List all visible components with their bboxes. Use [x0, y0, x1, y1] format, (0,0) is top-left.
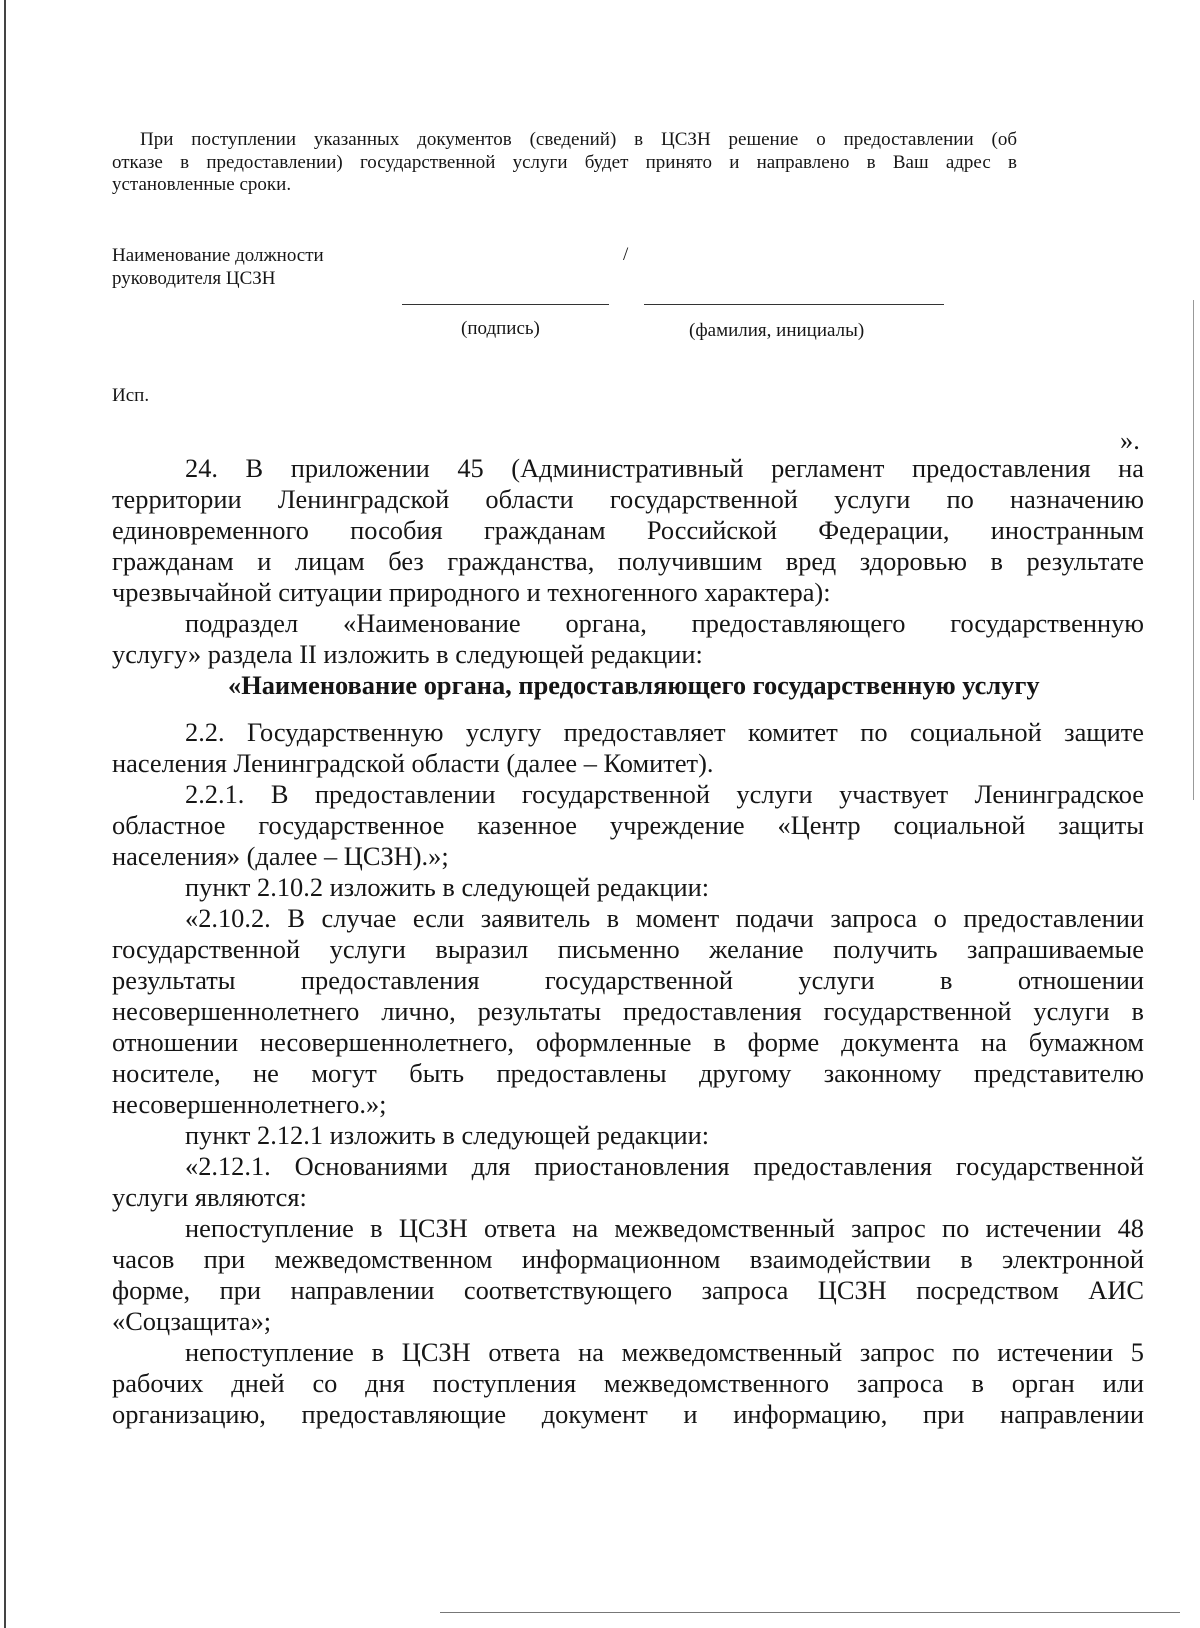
text-line: населения» (далее – ЦСЗН).»; — [112, 841, 449, 871]
signature-slash: / — [623, 244, 629, 265]
text-line: услуги являются: — [112, 1182, 307, 1212]
paragraph-2-12-1 — [112, 1151, 1144, 1213]
text-line: гражданам и лицам без гражданства, получившим вред здоровью в результате — [112, 546, 1144, 576]
text-line: отношении несовершеннолетнего, оформленные в форме документа на бумажном — [112, 1027, 1144, 1057]
intro-line: При поступлении указанных документов (сведений) в ЦСЗН решение о предоставлении (об — [140, 129, 1017, 150]
signature-caption: (подпись) — [461, 318, 540, 339]
executor-label: Исп. — [112, 385, 150, 406]
scan-bottom-line — [440, 1612, 1180, 1613]
intro-line: установленные сроки. — [112, 174, 292, 195]
text-line: 24. В приложении 45 (Административный регламент предоставления на — [185, 453, 1144, 483]
text-line: услугу» раздела II изложить в следующей редакции: — [112, 639, 703, 669]
text-line: «2.12.1. Основаниями для приостановления предоставления государственной — [185, 1151, 1144, 1181]
text-line: 2.2.1. В предоставлении государственной услуги участвует Ленинградское — [185, 779, 1144, 809]
text-line: областное государственное казенное учреждение «Центр социальной защиты — [112, 810, 1144, 840]
text-line: единовременного пособия гражданам Российской Федерации, иностранным — [112, 515, 1144, 545]
closing-quote: ». — [1120, 425, 1140, 455]
position-line: Наименование должности — [112, 245, 324, 266]
text-line: часов при межведомственном информационном взаимодействии в электронной — [112, 1244, 1144, 1274]
text-line: несовершеннолетнего лично, результаты предоставления государственной услуги в — [112, 996, 1144, 1026]
text-line: рабочих дней со дня поступления межведомственного запроса в орган или — [112, 1368, 1144, 1398]
text-line: непоступление в ЦСЗН ответа на межведомственный запрос по истечении 48 — [185, 1213, 1144, 1243]
text-line: подраздел «Наименование органа, предоставляющего государственную — [185, 608, 1144, 638]
paragraph-2-12-1-intro: пункт 2.12.1 изложить в следующей редакции: — [185, 1120, 710, 1150]
amendment-body — [112, 453, 1144, 1430]
list-item — [112, 1337, 1144, 1430]
text-line: результаты предоставления государственной услуги в отношении — [112, 965, 1144, 995]
text-line: «Соцзащита»; — [112, 1306, 272, 1336]
text-line: носителе, не могут быть предоставлены другому законному представителю — [112, 1058, 1144, 1088]
text-line: 2.2. Государственную услугу предоставляет комитет по социальной защите — [185, 717, 1144, 747]
scan-edge-right — [1193, 300, 1194, 800]
name-line — [644, 304, 944, 305]
subsection-paragraph — [112, 608, 1144, 670]
text-line: чрезвычайной ситуации природного и техногенного характера): — [112, 577, 831, 607]
paragraph-2-10-2-intro: пункт 2.10.2 изложить в следующей редакции: — [185, 872, 710, 902]
section-heading: «Наименование органа, предоставляющего государственную услугу — [228, 670, 1040, 700]
text-line: «2.10.2. В случае если заявитель в момент подачи запроса о предоставлении — [185, 903, 1144, 933]
intro-line: отказе в предоставлении) государственной услуги будет принято и направлено в Ваш адрес в — [112, 151, 1017, 173]
position-title — [112, 245, 412, 290]
text-line: организацию, предоставляющие документ и информацию, при направлении — [112, 1399, 1144, 1429]
text-line: форме, при направлении соответствующего запроса ЦСЗН посредством АИС — [112, 1275, 1144, 1305]
text-line: территории Ленинградской области государственной услуги по назначению — [112, 484, 1144, 514]
paragraph-24 — [112, 453, 1144, 608]
name-caption: (фамилия, инициалы) — [689, 320, 865, 341]
paragraph-2-10-2 — [112, 903, 1144, 1120]
list-item — [112, 1213, 1144, 1337]
text-line: населения Ленинградской области (далее – Комитет). — [112, 748, 714, 778]
text-line: государственной услуги выразил письменно желание получить запрашиваемые — [112, 934, 1144, 964]
scan-edge-left — [4, 0, 6, 1628]
paragraph-2-2 — [112, 717, 1144, 779]
text-line: несовершеннолетнего.»; — [112, 1089, 387, 1119]
text-line: непоступление в ЦСЗН ответа на межведомственный запрос по истечении 5 — [185, 1337, 1144, 1367]
position-line: руководителя ЦСЗН — [112, 267, 276, 289]
signature-line — [402, 304, 609, 305]
paragraph-2-2-1 — [112, 779, 1144, 872]
intro-paragraph — [112, 129, 1017, 197]
